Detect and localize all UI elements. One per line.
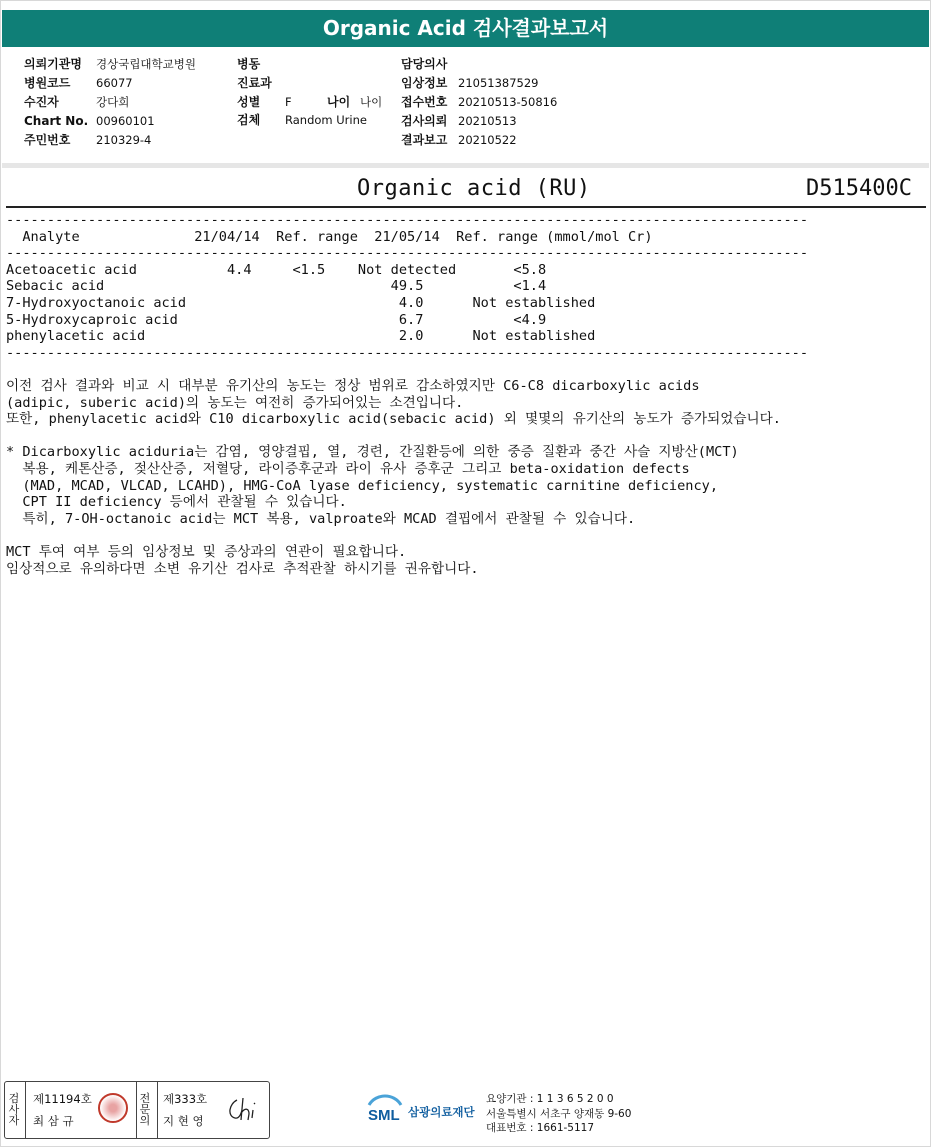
info-row-report-date [401, 131, 557, 150]
info-label: 진료과 [237, 76, 272, 90]
divider [25, 1082, 26, 1138]
info-label: 성별 [237, 95, 261, 109]
info-value: 경상국립대학교병원 [96, 57, 196, 71]
info-value: F [285, 95, 292, 109]
interpretation-text: 이전 검사 결과와 비교 시 대부분 유기산의 농도는 정상 범위로 감소하였지만 C6-C8 dicarboxylic acids (adipic, suberic acid)의 농도는 여전히 증가되어있는 소견입니다. 또한, phenylacetic acid와 C10 dicarboxylic acid(sebacic acid) 외 몇몇의 유기산의 농도가 증가되었습니다. * Dicarboxylic aciduria는 감염, 영양결핍, 열, 경련, 간질환등에 의한 중증 질환과 중간 사슬 지방산(MCT) 복용, 케톤산증, 젖산산증, 저혈당, 라이증후군과 라이 유사 증후군 그리고 beta-oxidation defects (MAD, MCAD, VLCAD, LCAHD), HMG-CoA lyase deficiency, systematic carnitine deficiency, CPT II deficiency 등에서 관찰될 수 있습니다. 특히, 7-OH-octanoic acid는 MCT 복용, valproate와 MCAD 결핍에서 관찰될 수 있습니다. MCT 투여 여부 등의 임상정보 및 증상과의 연관이 필요합니다. 임상적으로 유의하다면 소변 유기산 검사로 추적관찰 하시기를 권유합니다. [6, 378, 781, 577]
seal-stamp-icon [98, 1093, 128, 1123]
inspector-label-text: 검사자 [8, 1092, 20, 1127]
info-value: 21051387529 [458, 76, 539, 90]
patient-info-col2 [237, 55, 382, 130]
info-label: 접수번호 [401, 95, 448, 109]
info-label-age: 나이 [327, 95, 351, 109]
inspector-name: 최 삼 규 [33, 1114, 74, 1128]
reviewer-label-text: 전문의 [139, 1092, 151, 1127]
info-label: 병원코드 [24, 76, 71, 90]
inspector-label [8, 1093, 20, 1126]
info-row-receipt-no [401, 93, 557, 112]
report-test-title: Organic acid (RU) [357, 176, 591, 201]
info-value: 20210513 [458, 114, 517, 128]
report-title-bar: Organic Acid 검사결과보고서 [2, 10, 929, 47]
info-row-patient [24, 93, 196, 112]
info-row-department [237, 74, 382, 93]
org-info-line: 서울특별시 서초구 양재동 9-60 [486, 1107, 632, 1120]
org-info-line: 대표번호 : 1661-5117 [486, 1122, 595, 1134]
divider [136, 1082, 137, 1138]
header-separator [2, 163, 929, 168]
info-value: 66077 [96, 76, 133, 90]
info-label: 결과보고 [401, 133, 448, 147]
info-row-resident-no [24, 131, 196, 150]
info-label: 임상정보 [401, 76, 448, 90]
results-table: -------------------------------------------------------------------------------------------------- Analyte 21/04/14 Ref. range 21/05/14 Ref. range (mmol/mol Cr) -------------------------------------------------------------------------------------------------- Acetoacetic acid 4.4 <1.5 Not detected <5.8 Sebacic acid 49.5 <1.4 7-Hydroxyoctanoic acid 4.0 Not established 5-Hydroxycaproic acid 6.7 <4.9 phenylacetic acid 2.0 Not established -------------------------------------------------------------------------------------------------- [6, 212, 809, 361]
info-label: Chart No. [24, 114, 89, 128]
info-row-request-date [401, 112, 557, 131]
patient-info-col3 [401, 55, 557, 150]
reviewer-license-no: 제333호 [163, 1092, 208, 1106]
org-info-line: 요양기관 : 1 1 3 6 5 2 0 0 [486, 1093, 614, 1105]
org-info [486, 1092, 631, 1136]
info-label: 의뢰기관명 [24, 57, 82, 71]
info-value: 00960101 [96, 114, 155, 128]
info-label: 검체 [237, 113, 261, 127]
info-row-doctor [401, 55, 557, 74]
reviewer-name: 지 현 영 [163, 1114, 204, 1128]
info-label: 검사의뢰 [401, 114, 448, 128]
info-row-institution [24, 55, 196, 74]
info-row-clinical-info [401, 74, 557, 93]
info-value: 강다희 [96, 95, 130, 109]
signature-icon [225, 1094, 263, 1126]
report-test-code: D515400C [806, 176, 912, 201]
sml-logo-text: SML [368, 1107, 400, 1124]
info-value: Random Urine [285, 113, 367, 127]
info-row-specimen [237, 111, 382, 130]
inspector-license-no: 제11194호 [33, 1092, 92, 1106]
info-label: 주민번호 [24, 133, 71, 147]
report-title-rule [6, 206, 926, 208]
reviewer-label [139, 1093, 151, 1126]
info-row-sex [237, 93, 382, 112]
patient-info-col1 [24, 55, 196, 150]
info-row-chart-no [24, 112, 196, 131]
info-row-hospital-code [24, 74, 196, 93]
info-value-age: 나이 [360, 95, 383, 109]
info-label: 병동 [237, 57, 261, 71]
info-label: 담당의사 [401, 57, 448, 71]
signature-box [4, 1081, 270, 1139]
info-value: 20210522 [458, 133, 517, 147]
info-value: 210329-4 [96, 133, 152, 147]
org-name: 삼광의료재단 [408, 1105, 475, 1119]
info-value: 20210513-50816 [458, 95, 558, 109]
divider [157, 1082, 158, 1138]
info-label: 수진자 [24, 95, 59, 109]
info-row-ward [237, 55, 382, 74]
sml-logo-icon [366, 1091, 404, 1125]
